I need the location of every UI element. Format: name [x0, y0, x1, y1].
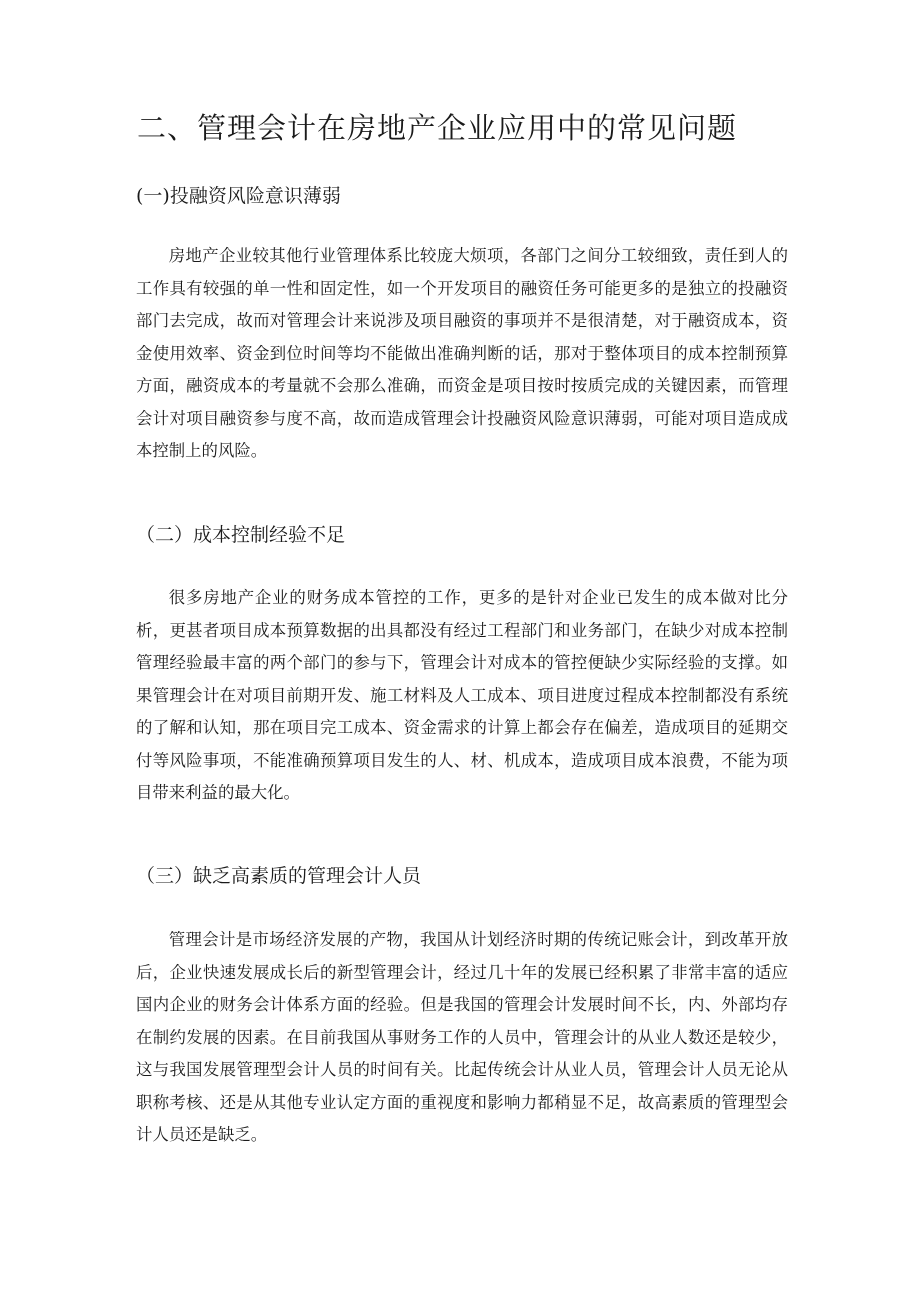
section-paragraph-3: 管理会计是市场经济发展的产物，我国从计划经济时期的传统记账会计，到改革开放后，企业快速发展成长后的新型管理会计，经过几十年的发展已经积累了非常丰富的适应国内企业的财务会计体系方面的经验。但是我国的管理会计发展时间不长，内、外部均存在制约发展的因素。在目前我国从事财务工作的人员中，管理会计的从业人数还是较少，这与我国发展管理型会计人员的时间有关。比起传统会计从业人员，管理会计人员无论从职称考核、还是从其他专业认定方面的重视度和影响力都稍显不足，故高素质的管理型会计人员还是缺乏。: [136, 930, 788, 1144]
section-paragraph-2: 很多房地产企业的财务成本管控的工作，更多的是针对企业已发生的成本做对比分析，更甚者项目成本预算数据的出具都没有经过工程部门和业务部门，在缺少对成本控制管理经验最丰富的两个部门的参与下，管理会计对成本的管控便缺少实际经验的支撑。如果管理会计在对项目前期开发、施工材料及人工成本、项目进度过程成本控制都没有系统的了解和认知，那在项目完工成本、资金需求的计算上都会存在偏差，造成项目的延期交付等风险事项，不能准确预算项目发生的人、材、机成本，造成项目成本浪费，不能为项目带来利益的最大化。: [136, 588, 788, 802]
section-paragraph-1: 房地产企业较其他行业管理体系比较庞大烦项，各部门之间分工较细致，责任到人的工作具有较强的单一性和固定性，如一个开发项目的融资任务可能更多的是独立的投融资部门去完成，故而对管理会计来说涉及项目融资的事项并不是很清楚，对于融资成本，资金使用效率、资金到位时间等均不能做出准确判断的话，那对于整体项目的成本控制预算方面，融资成本的考量就不会那么准确，而资金是项目按时按质完成的关键因素，而管理会计对项目融资参与度不高，故而造成管理会计投融资风险意识薄弱，可能对项目造成成本控制上的风险。: [136, 246, 788, 460]
page-title: 二、管理会计在房地产企业应用中的常见问题: [137, 111, 738, 145]
section-heading-3: （三）缺乏高素质的管理会计人员: [136, 865, 422, 887]
section-heading-2: （二）成本控制经验不足: [136, 524, 346, 546]
section-heading-1: (一)投融资风险意识薄弱: [136, 185, 341, 207]
